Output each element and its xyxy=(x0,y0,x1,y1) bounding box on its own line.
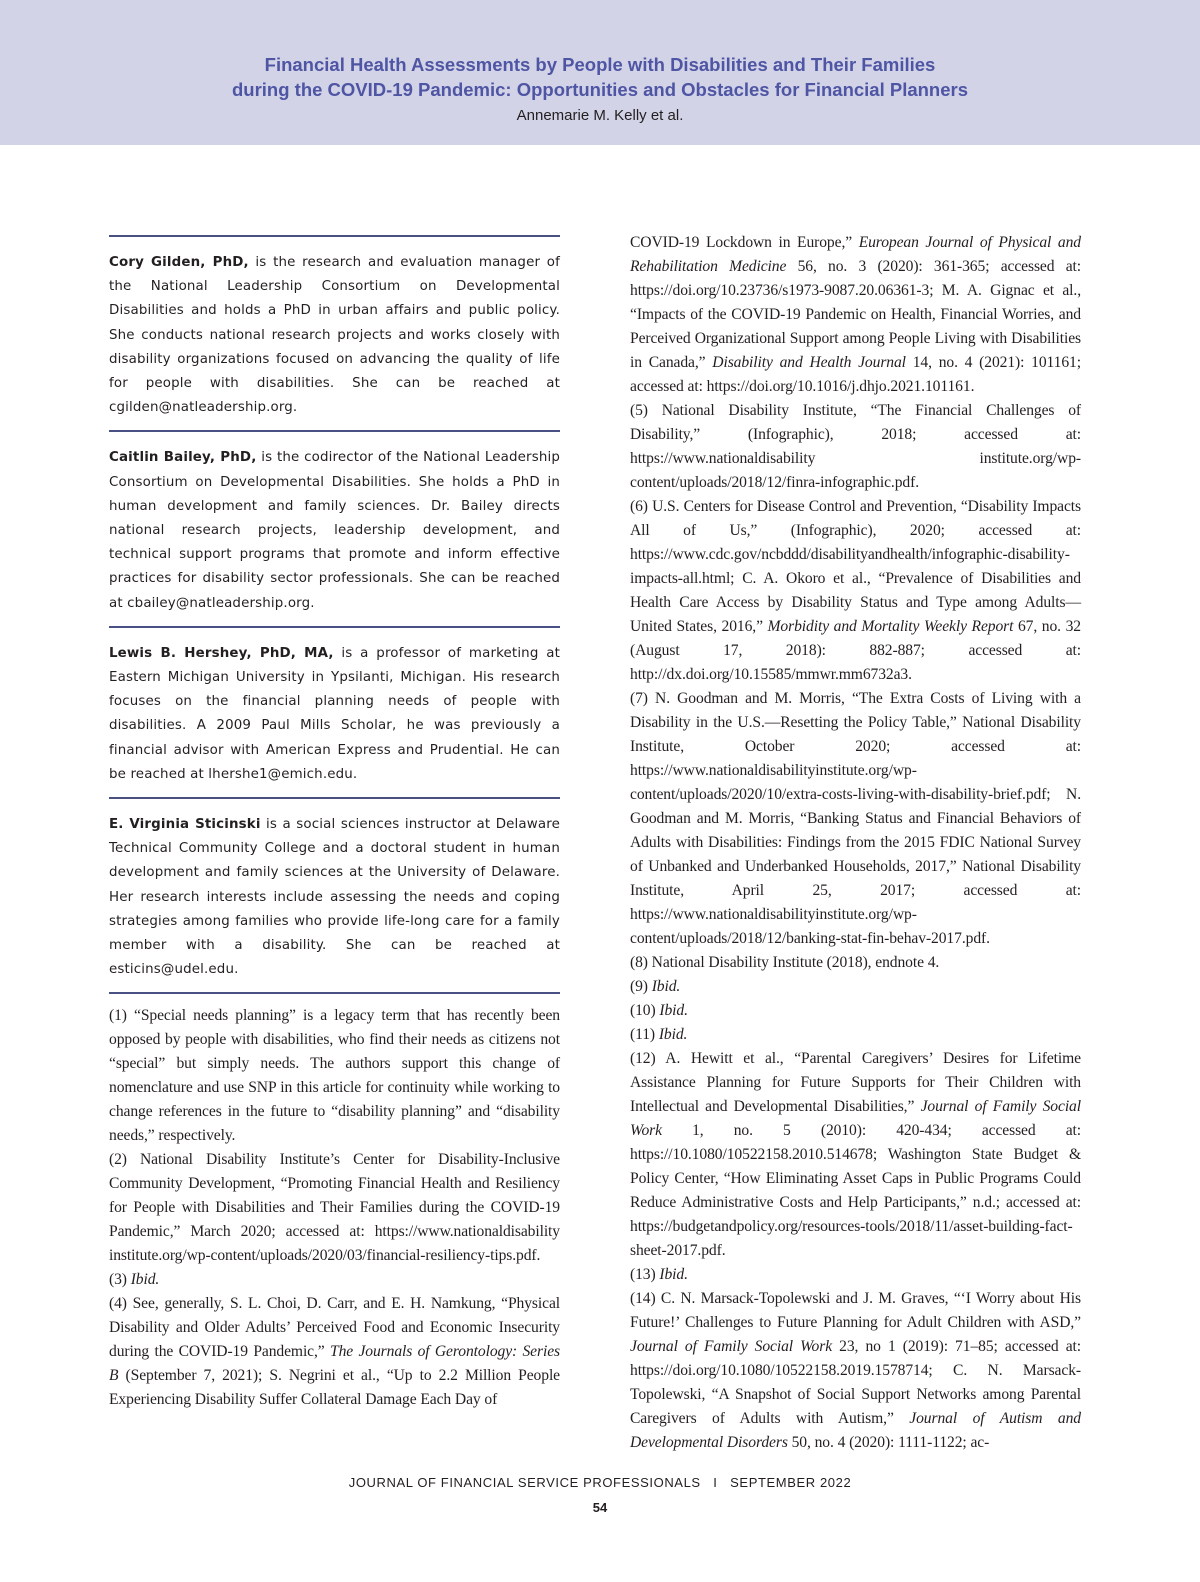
endnote-number: (9) xyxy=(630,978,652,995)
bio-name: Cory Gilden, PhD, xyxy=(109,255,249,270)
journal-title: Journal of Family Social Work xyxy=(630,1338,833,1355)
endnote-text: 23, no 1 (2019): 71–85; accessed at: https://doi.org/10.1080/10522158.2019.1578714; C. N. Marsack-Topolewski, “A Snapshot of Social Support Networks among Parental Caregivers of Adults with Autism,” xyxy=(630,1338,1081,1427)
bio-name: Lewis B. Hershey, PhD, MA, xyxy=(109,645,334,661)
page-number: 54 xyxy=(592,1500,608,1515)
article-title xyxy=(0,52,1200,102)
bio-text: is the research and evaluation manager of the National Leadership Consortium on Developmental Disabilities and holds a PhD in urban affairs and public policy. She conducts national research projects and works closely with disability organizations focused on advancing the quality of life for people with disabilities. She can be reached at cgilden@natleadership.org. xyxy=(109,255,560,416)
endnote-11 xyxy=(630,1023,1081,1047)
endnote-text: (4) See, generally, S. L. Choi, D. Carr, and E. H. Namkung, “Physical Disability and Older Adults’ Perceived Food and Economic Insecurity during the COVID-19 Pandemic,” xyxy=(109,1295,560,1361)
ibid-text: Ibid. xyxy=(659,1266,688,1283)
journal-title: Journal of Autism and Developmental Disorders xyxy=(630,1410,1081,1451)
endnotes-left xyxy=(109,994,560,1412)
ibid-text: Ibid. xyxy=(659,1002,688,1019)
footer-journal-name xyxy=(0,1475,1200,1490)
endnote-text: (12) A. Hewitt et al., “Parental Caregivers’ Desires for Lifetime Assistance Planning for Future Supports for Their Children with Intellectual and Developmental Disabilities,” xyxy=(630,1050,1081,1115)
endnote-text: COVID-19 Lockdown in Europe,” xyxy=(630,234,859,251)
bio-text: is a social sciences instructor at Delaware Technical Community College and a doctoral student in human development and family sciences at the University of Delaware. Her research interests include assessing the needs and coping strategies among families who provide life-long care for a family member with a disability. She can be reached at esticins@udel.edu. xyxy=(109,817,560,978)
bio-name: Caitlin Bailey, PhD, xyxy=(109,450,257,466)
article-author: Annemarie M. Kelly et al. xyxy=(516,107,684,124)
endnote-10 xyxy=(630,999,1081,1023)
left-column xyxy=(109,235,560,1412)
journal-title: Morbidity and Mortality Weekly Report xyxy=(767,618,1014,635)
endnote-text: 14, no. 4 (2021): 101161; accessed at: https://doi.org/10.1016/j.dhjo.2021.101161. xyxy=(630,354,1081,395)
endnote-2: (2) National Disability Institute’s Center for Disability-Inclusive Community Development, “Promoting Financial Health and Resiliency for People with Disabilities and Their Families during the COVID-19 Pandemic,” March 2020; accessed at: https://www.nationaldisability institute.org/wp-content/uploads/2020/03/financial-resiliency-tips.pdf. xyxy=(109,1151,560,1265)
journal-title: The Journals of Gerontology: Series B xyxy=(109,1343,560,1385)
footer-journal-text: JOURNAL OF FINANCIAL SERVICE PROFESSIONALS I SEPTEMBER 2022 xyxy=(348,1475,852,1490)
endnote-4 xyxy=(109,1292,560,1412)
endnote-8: (8) National Disability Institute (2018), endnote 4. xyxy=(630,954,940,971)
right-column xyxy=(630,231,1081,1455)
bio-text: is the codirector of the National Leadership Consortium on Developmental Disabilities. She holds a PhD in human development and family sciences. Dr. Bailey directs national research projects, leadership development, and technical support programs that promote and inform effective practices for disability sector professionals. She can be reached at cbailey@natleadership.org. xyxy=(109,450,560,611)
ibid-text: Ibid. xyxy=(130,1271,160,1289)
endnote-number: (11) xyxy=(630,1026,659,1043)
ibid-text: Ibid. xyxy=(651,978,681,995)
journal-title: European Journal of Physical and Rehabilitation Medicine xyxy=(630,234,1081,275)
endnote-14 xyxy=(630,1287,1081,1455)
author-bio xyxy=(109,432,560,625)
endnote-13 xyxy=(630,1263,1081,1287)
ibid-text: Ibid. xyxy=(658,1026,688,1043)
endnote-number: (3) xyxy=(109,1271,131,1289)
journal-title: Journal of Family Social Work xyxy=(630,1098,1081,1139)
endnote-text: (6) U.S. Centers for Disease Control and Prevention, “Disability Impacts All of Us,” (Infographic), 2020; accessed at: https://www.cdc.gov/ncbddd/disabilityandhealth/infographic-disability-impacts-all.html; C. A. Okoro et al., “Prevalence of Disabilities and Health Care Access by Disability Status and Type among Adults—United States, 2016,” xyxy=(630,498,1081,635)
endnote-text: 67, no. 32 (August 17, 2018): 882-887; accessed at: http://dx.doi.org/10.15585/mmwr.mm6732a3. xyxy=(630,618,1081,683)
article-title-line-1: Financial Health Assessments by People with Disabilities and Their Families xyxy=(264,54,936,75)
article-title-line-2: during the COVID-19 Pandemic: Opportunities and Obstacles for Financial Planners xyxy=(231,79,969,100)
endnote-text: 1, no. 5 (2010): 420-434; accessed at: https://10.1080/10522158.2010.514678; Washington State Budget & Policy Center, “How Eliminating Asset Caps in Public Programs Could Reduce Administrative Costs and Help Participants,” n.d.; accessed at: https://budgetandpolicy.org/resources-tools/2018/11/asset-building-fact-sheet-2017.pdf. xyxy=(630,1122,1081,1259)
endnotes-right xyxy=(630,231,1081,1455)
journal-title: Disability and Health Journal xyxy=(712,354,906,371)
endnote-text: (14) C. N. Marsack-Topolewski and J. M. Graves, “‘I Worry about His Future!’ Challenges to Future Planning for Adult Children with ASD,” xyxy=(630,1290,1081,1331)
author-bio xyxy=(109,237,560,430)
endnote-text: 56, no. 3 (2020): 361-365; accessed at: https://doi.org/10.23736/s1973-9087.20.06361-3; M. A. Gignac et al., “Impacts of the COVID-19 Pandemic on Health, Financial Worries, and Perceived Organizational Support among People Living with Disabilities in Canada,” xyxy=(630,258,1081,371)
author-bio xyxy=(109,799,560,992)
endnote-7: (7) N. Goodman and M. Morris, “The Extra Costs of Living with a Disability in the U.S.—Resetting the Policy Table,” National Disability Institute, October 2020; accessed at: https://www.nationaldisabilityinstitute.org/wp-content/uploads/2020/10/extra-costs-living-with-disability-brief.pdf; N. Goodman and M. Morris, “Banking Status and Financial Behaviors of Adults with Disabilities: Findings from the 2015 FDIC National Survey of Unbanked and Underbanked Households, 2017,” National Disability Institute, April 25, 2017; accessed at: https://www.nationaldisabilityinstitute.org/wp-content/uploads/2018/12/banking-stat-fin-behav-2017.pdf. xyxy=(630,690,1081,947)
endnote-6 xyxy=(630,495,1081,687)
bio-text: is a professor of marketing at Eastern Michigan University in Ypsilanti, Michigan. His research focuses on the financial planning needs of people with disabilities. A 2009 Paul Mills Scholar, he was previously a financial advisor with American Express and Prudential. He can be reached at lhershe1@emich.edu. xyxy=(109,645,560,782)
endnote-12 xyxy=(630,1047,1081,1263)
endnote-9 xyxy=(630,975,1081,999)
endnote-number: (13) xyxy=(630,1266,660,1283)
endnote-4-continued xyxy=(630,231,1081,399)
endnote-text: 50, no. 4 (2020): 1111-1122; ac- xyxy=(787,1434,990,1451)
endnote-5: (5) National Disability Institute, “The Financial Challenges of Disability,” (Infographic), 2018; accessed at: https://www.nationaldisability institute.org/wp-content/uploads/2018/12/finra-infographic.pdf. xyxy=(630,402,1081,491)
endnote-3 xyxy=(109,1268,560,1292)
endnote-text: (September 7, 2021); S. Negrini et al., “Up to 2.2 Million People Experiencing Disability Suffer Collateral Damage Each Day of xyxy=(109,1367,560,1409)
author-bio xyxy=(109,628,560,797)
endnote-number: (10) xyxy=(630,1002,660,1019)
endnote-1: (1) “Special needs planning” is a legacy term that has recently been opposed by people with disabilities, who find their needs as citizens not “special” but simply needs. The authors support this change of nomenclature and use SNP in this article for continuity while working to change references in the future to “disability planning” and “disability needs,” respectively. xyxy=(109,1007,560,1145)
bio-name: E. Virginia Sticinski xyxy=(109,817,261,833)
